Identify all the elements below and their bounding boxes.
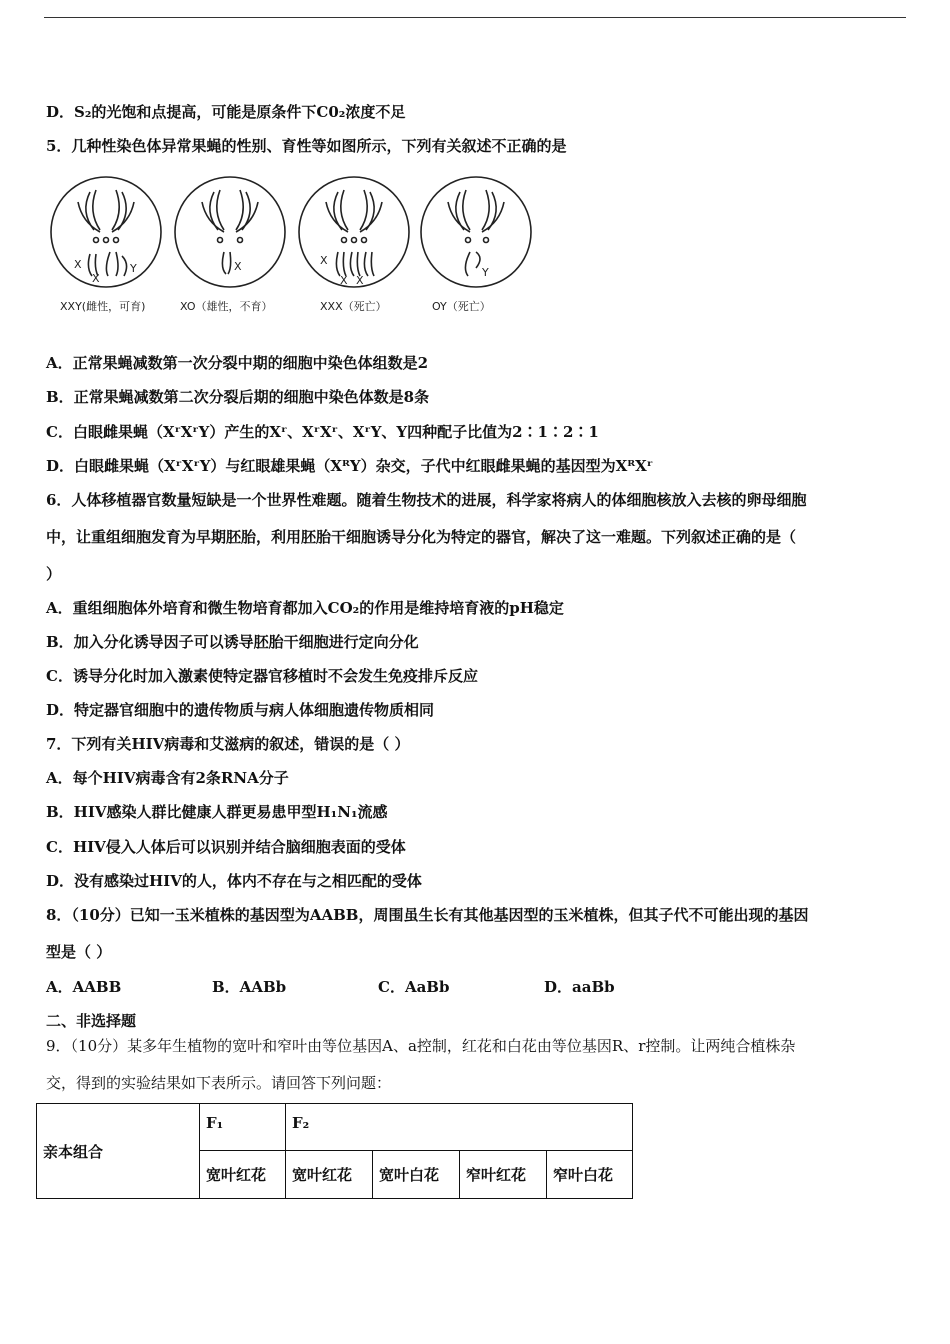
q8-option-b: B．AABb bbox=[212, 978, 287, 996]
chromosome-figure bbox=[50, 172, 536, 322]
q5-option-d: D．白眼雌果蝇（XʳXʳY）与红眼雄果蝇（XᴿY）杂交，子代中红眼雌果蝇的基因型为XᴿXʳ bbox=[46, 457, 653, 475]
xxy-x2-letter: X bbox=[92, 272, 100, 285]
fig-label-xxx: XXX（死亡） bbox=[320, 300, 387, 313]
fig-label-xxy: XXY(雌性，可育) bbox=[60, 300, 146, 313]
q8-stem-line1: 8．（10分）已知一玉米植株的基因型为AABB，周围虽生长有其他基因型的玉米植株，但其子代不可能出现的基因 bbox=[46, 906, 809, 924]
q8-options bbox=[46, 978, 615, 996]
q7-option-c: C．HIV侵入人体后可以识别并结合脑细胞表面的受体 bbox=[46, 838, 406, 856]
fig-label-oy: OY（死亡） bbox=[432, 300, 491, 313]
q7-option-d: D．没有感染过HIV的人，体内不存在与之相匹配的受体 bbox=[46, 872, 422, 890]
q8-option-d: D．aaBb bbox=[544, 978, 615, 996]
results-table bbox=[36, 1103, 633, 1199]
f2-phenotype: 窄叶红花 bbox=[460, 1151, 547, 1199]
q8-stem-line2: 型是（ ） bbox=[46, 943, 112, 961]
q5-option-b: B．正常果蝇减数第二次分裂后期的细胞中染色体数是8条 bbox=[46, 388, 430, 406]
f2-phenotype: 窄叶白花 bbox=[547, 1151, 633, 1199]
f2-header: F₂ bbox=[286, 1104, 633, 1151]
q8-option-a: A．AABB bbox=[46, 978, 122, 996]
q6-option-d: D．特定器官细胞中的遗传物质与病人体细胞遗传物质相同 bbox=[46, 701, 435, 719]
q7-stem: 7．下列有关HIV病毒和艾滋病的叙述，错误的是（ ） bbox=[46, 735, 410, 753]
q6-stem-line2: 中，让重组细胞发育为早期胚胎，利用胚胎干细胞诱导分化为特定的器官，解决了这一难题。下列叙述正确的是（ bbox=[46, 528, 797, 546]
q4-option-d: D．S₂的光饱和点提高，可能是原条件下C0₂浓度不足 bbox=[46, 103, 406, 121]
section-heading: 二、非选择题 bbox=[46, 1012, 137, 1030]
q6-option-b: B．加入分化诱导因子可以诱导胚胎干细胞进行定向分化 bbox=[46, 633, 419, 651]
xxy-y-letter: Y bbox=[130, 262, 137, 275]
xxx-x3-letter: X bbox=[356, 274, 364, 287]
cell-xxx bbox=[299, 177, 409, 287]
q7-option-a: A．每个HIV病毒含有2条RNA分子 bbox=[46, 769, 289, 787]
xo-x-letter: X bbox=[234, 260, 242, 273]
q5-option-c: C．白眼雌果蝇（XʳXʳY）产生的Xʳ、XʳXʳ、XʳY、Y四种配子比值为2∶1∶2∶1 bbox=[46, 423, 599, 441]
q6-option-c: C．诱导分化时加入激素使特定器官移植时不会发生免疫排斥反应 bbox=[46, 667, 478, 685]
cell-xxy bbox=[51, 177, 161, 287]
q9-stem-line2: 交，得到的实验结果如下表所示。请回答下列问题： bbox=[46, 1074, 392, 1092]
xxx-x1-letter: X bbox=[320, 254, 328, 267]
header-rule bbox=[44, 17, 906, 18]
q6-stem-line1: 6．人体移植器官数量短缺是一个世界性难题。随着生物技术的进展，科学家将病人的体细胞核放入去核的卵母细胞 bbox=[46, 491, 807, 509]
parent-combo-header: 亲本组合 bbox=[37, 1104, 200, 1199]
xxx-x2-letter: X bbox=[340, 274, 348, 287]
xxy-x1-letter: X bbox=[74, 258, 82, 271]
oy-y-letter: Y bbox=[482, 266, 489, 279]
f2-phenotype: 宽叶白花 bbox=[373, 1151, 460, 1199]
cell-oy bbox=[421, 177, 531, 287]
cell-xo bbox=[175, 177, 285, 287]
fig-label-xo: XO（雄性，不育） bbox=[180, 300, 273, 313]
q6-option-a: A．重组细胞体外培育和微生物培育都加入CO₂的作用是维持培育液的pH稳定 bbox=[46, 599, 564, 617]
q5-stem: 5．几种性染色体异常果蝇的性别、育性等如图所示，下列有关叙述不正确的是 bbox=[46, 137, 567, 155]
f1-phenotype: 宽叶红花 bbox=[200, 1151, 286, 1199]
f2-phenotype: 宽叶红花 bbox=[286, 1151, 373, 1199]
q9-stem-line1: 9．（10分）某多年生植物的宽叶和窄叶由等位基因A、a控制，红花和白花由等位基因R、r控制。让两纯合植株杂 bbox=[46, 1037, 796, 1055]
q5-option-a: A．正常果蝇减数第一次分裂中期的细胞中染色体组数是2 bbox=[46, 354, 429, 372]
q6-stem-line3: ） bbox=[46, 565, 62, 583]
q7-option-b: B．HIV感染人群比健康人群更易患甲型H₁N₁流感 bbox=[46, 803, 388, 821]
f1-header: F₁ bbox=[200, 1104, 286, 1151]
q8-option-c: C．AaBb bbox=[378, 978, 450, 996]
